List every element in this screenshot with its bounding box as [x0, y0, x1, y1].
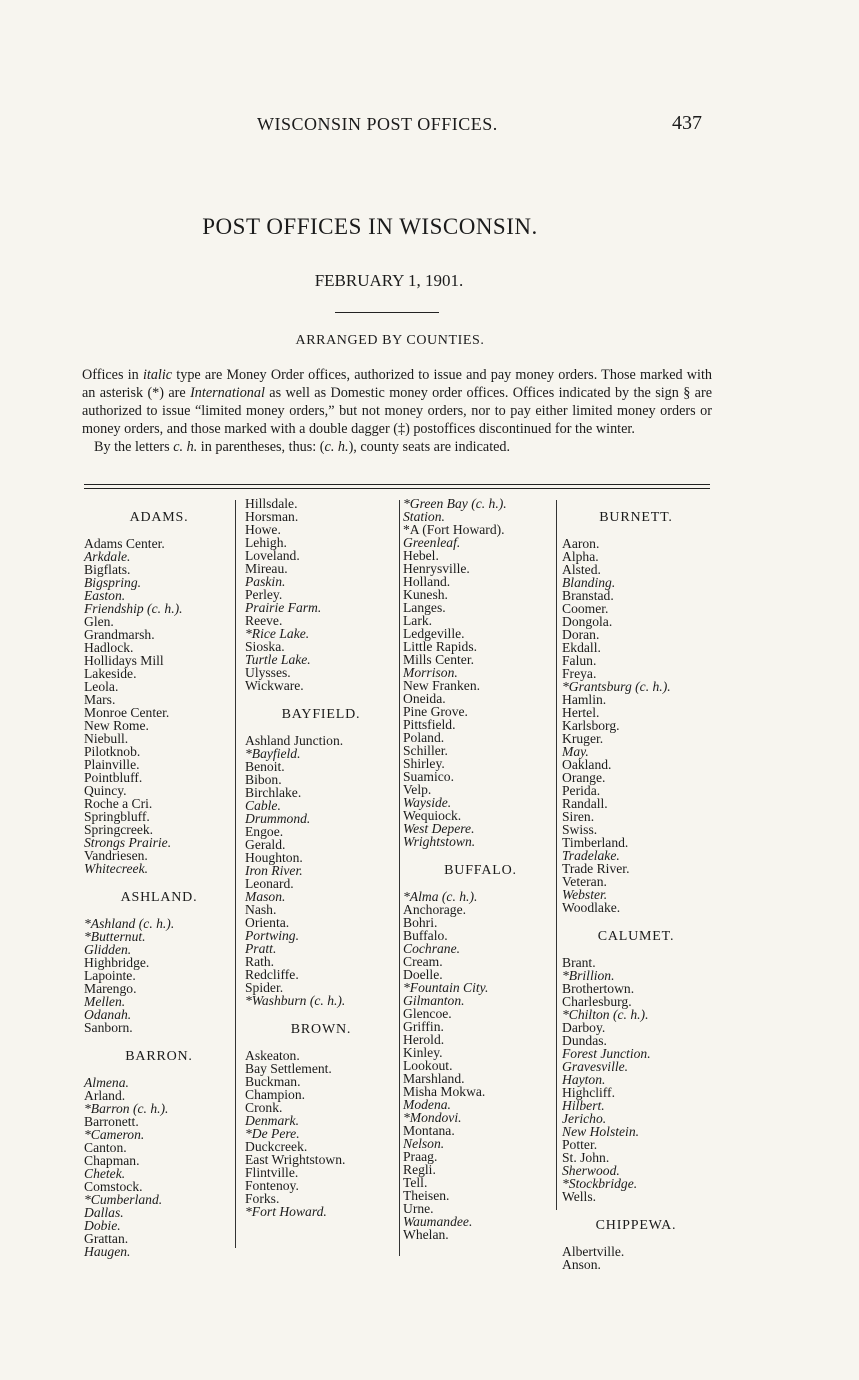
page-number: 437 — [672, 112, 702, 134]
post-office-entry: Perida. — [562, 783, 601, 798]
county-heading: BURNETT. — [599, 510, 673, 525]
post-office-entry: Springcreek. — [84, 822, 154, 837]
post-office-entry: Monroe Center. — [84, 705, 170, 720]
post-office-entry: *Stockbridge. — [562, 1176, 638, 1191]
post-office-entry: Siren. — [562, 809, 595, 824]
post-office-entry: Wells. — [562, 1189, 597, 1204]
post-office-entry: Falun. — [562, 653, 597, 668]
post-office-entry: Swiss. — [562, 822, 598, 837]
post-office-entry: Glen. — [84, 614, 114, 629]
post-office-column-4 — [562, 497, 710, 1271]
post-office-entry: Hollidays Mill — [84, 653, 164, 668]
post-office-entry: Gravesville. — [562, 1059, 629, 1074]
post-office-column-3 — [403, 497, 558, 1241]
post-office-column-1 — [84, 497, 234, 1258]
post-office-entry: Forest Junction. — [562, 1046, 651, 1061]
arranged-by-counties: ARRANGED BY COUNTIES. — [295, 333, 485, 348]
intro-text-segment: as well as Domestic money order offices. Offices indicated by the sign § are authorized to issue “limited money orders,” but not money orders, nor to pay either limited money orders or money orders, and those marked with a double dagger (‡) postoffices discontinued for the winter. — [82, 385, 713, 437]
post-office-entry: Hillsdale. — [245, 496, 298, 511]
post-office-entry: Forks. — [245, 1191, 280, 1206]
post-office-entry: Tradelake. — [562, 848, 620, 863]
post-office-entry: Urne. — [403, 1201, 434, 1216]
post-office-entry: West Depere. — [403, 821, 475, 836]
post-office-entry: Holland. — [403, 574, 451, 589]
post-office-entry: *Mondovi. — [403, 1110, 462, 1125]
post-office-entry: Alsted. — [562, 562, 601, 577]
intro-italic-word: italic — [142, 367, 173, 383]
post-office-entry: Blanding. — [562, 575, 616, 590]
post-office-entry: *Bayfield. — [245, 746, 301, 761]
post-office-entry: New Franken. — [403, 678, 481, 693]
date-line: FEBRUARY 1, 1901. — [314, 271, 464, 290]
post-office-entry: Hertel. — [562, 705, 600, 720]
post-office-entry: Benoit. — [245, 759, 285, 774]
post-office-entry: Paskin. — [245, 574, 286, 589]
post-office-entry: Sherwood. — [562, 1163, 620, 1178]
intro-text-segment: ), county seats are indicated. — [348, 439, 511, 455]
post-office-entry: Nelson. — [403, 1136, 445, 1151]
post-office-entry: Misha Mokwa. — [403, 1084, 486, 1099]
post-office-entry: Doelle. — [403, 967, 443, 982]
post-office-entry: Arkdale. — [84, 549, 131, 564]
post-office-entry: Bohri. — [403, 915, 438, 930]
post-office-entry: Wayside. — [403, 795, 452, 810]
post-office-entry: Theisen. — [403, 1188, 450, 1203]
post-office-entry: Schiller. — [403, 743, 448, 758]
post-office-entry: Doran. — [562, 627, 600, 642]
post-office-entry: Grattan. — [84, 1231, 129, 1246]
post-office-entry: Howe. — [245, 522, 281, 537]
post-office-entry: Comstock. — [84, 1179, 143, 1194]
post-office-entry: Langes. — [403, 600, 446, 615]
county-heading: BUFFALO. — [444, 863, 517, 878]
post-office-entry: Friendship (c. h.). — [84, 601, 183, 616]
post-office-entry: Whitecreek. — [84, 861, 149, 876]
intro-text-segment: in parentheses, thus: ( — [197, 439, 325, 455]
column-divider — [235, 500, 236, 1248]
post-office-entry: *Cumberland. — [84, 1192, 163, 1207]
post-office-entry: Highcliff. — [562, 1085, 615, 1100]
post-office-entry: *Cameron. — [84, 1127, 145, 1142]
post-office-entry: Almena. — [84, 1075, 129, 1090]
post-office-entry: Ulysses. — [245, 665, 291, 680]
post-office-entry: Herold. — [403, 1032, 445, 1047]
post-office-entry: Lapointe. — [84, 968, 136, 983]
post-office-entry: Poland. — [403, 730, 445, 745]
post-office-entry: *Fort Howard. — [245, 1204, 327, 1219]
post-office-entry: Lakeside. — [84, 666, 137, 681]
post-office-entry: Dobie. — [84, 1218, 121, 1233]
post-office-entry: Hayton. — [562, 1072, 606, 1087]
post-office-entry: *Ashland (c. h.). — [84, 916, 175, 931]
post-office-entry: Arland. — [84, 1088, 126, 1103]
post-office-entry: Lehigh. — [245, 535, 287, 550]
post-office-entry: Rath. — [245, 954, 275, 969]
post-office-entry: Orienta. — [245, 915, 290, 930]
post-office-entry: Cable. — [245, 798, 281, 813]
post-office-entry: Oneida. — [403, 691, 446, 706]
post-office-entry: Buffalo. — [403, 928, 448, 943]
post-office-entry: Mason. — [245, 889, 286, 904]
post-office-entry: Grandmarsh. — [84, 627, 155, 642]
post-office-entry: Sanborn. — [84, 1020, 133, 1035]
post-office-entry: St. John. — [562, 1150, 610, 1165]
county-heading: ADAMS. — [129, 510, 189, 525]
post-office-entry: Dallas. — [84, 1205, 124, 1220]
post-office-entry: Webster. — [562, 887, 608, 902]
post-office-entry: Barronett. — [84, 1114, 139, 1129]
post-office-entry: Glencoe. — [403, 1006, 452, 1021]
post-office-entry: Hadlock. — [84, 640, 134, 655]
post-office-entry: Haugen. — [84, 1244, 131, 1259]
post-office-entry: Ashland Junction. — [245, 733, 344, 748]
intro-international-word: International — [190, 385, 265, 401]
post-office-entry: Spider. — [245, 980, 284, 995]
post-office-entry: Potter. — [562, 1137, 598, 1152]
post-office-entry: Mellen. — [84, 994, 126, 1009]
post-office-entry: Charlesburg. — [562, 994, 632, 1009]
post-office-entry: Marshland. — [403, 1071, 465, 1086]
post-office-entry: Adams Center. — [84, 536, 165, 551]
post-office-entry: Kinley. — [403, 1045, 443, 1060]
post-office-entry: Veteran. — [562, 874, 607, 889]
intro-ch-abbrev: c. h. — [173, 439, 198, 455]
post-office-entry: Pilotknob. — [84, 744, 141, 759]
double-rule — [84, 484, 710, 489]
post-office-entry: Bibon. — [245, 772, 282, 787]
post-office-entry: Engoe. — [245, 824, 284, 839]
post-office-entry: *Brillion. — [562, 968, 615, 983]
page-title: POST OFFICES IN WISCONSIN. — [202, 214, 538, 239]
post-office-entry: Albertville. — [562, 1244, 625, 1259]
post-office-entry: Cochrane. — [403, 941, 461, 956]
post-office-entry: Niebull. — [84, 731, 129, 746]
post-office-entry: *Rice Lake. — [245, 626, 310, 641]
post-office-entry: *Chilton (c. h.). — [562, 1007, 649, 1022]
post-office-entry: Freya. — [562, 666, 597, 681]
post-office-entry: Oakland. — [562, 757, 612, 772]
post-office-entry: *De Pere. — [245, 1126, 300, 1141]
post-office-entry: Roche a Cri. — [84, 796, 153, 811]
post-office-entry: Quincy. — [84, 783, 127, 798]
post-office-entry: Kruger. — [562, 731, 604, 746]
post-office-entry: Jericho. — [562, 1111, 607, 1126]
post-office-entry: Odanah. — [84, 1007, 132, 1022]
post-office-entry: Pointbluff. — [84, 770, 143, 785]
running-title: WISCONSIN POST OFFICES. — [257, 114, 498, 134]
post-office-entry: Flintville. — [245, 1165, 299, 1180]
post-office-entry: Anchorage. — [403, 902, 467, 917]
post-office-entry: Marengo. — [84, 981, 137, 996]
post-office-entry: Little Rapids. — [403, 639, 478, 654]
county-heading: BROWN. — [290, 1022, 352, 1037]
post-office-entry: New Rome. — [84, 718, 149, 733]
intro-paragraph-2 — [82, 438, 712, 456]
post-office-entry: Waumandee. — [403, 1214, 473, 1229]
post-office-entry: *Fountain City. — [403, 980, 489, 995]
title-rule — [335, 312, 439, 313]
county-heading: BARRON. — [125, 1049, 193, 1064]
post-office-entry: Bigspring. — [84, 575, 142, 590]
post-office-entry: Prairie Farm. — [245, 600, 322, 615]
post-office-entry: Modena. — [403, 1097, 451, 1112]
post-office-entry: Gerald. — [245, 837, 286, 852]
post-office-entry: Loveland. — [245, 548, 300, 563]
post-office-entry: Drummond. — [245, 811, 311, 826]
post-office-entry: Mireau. — [245, 561, 288, 576]
post-office-entry: Griffin. — [403, 1019, 444, 1034]
post-office-entry: *Green Bay (c. h.). — [403, 496, 507, 511]
post-office-entry: Canton. — [84, 1140, 127, 1155]
post-office-entry: Houghton. — [245, 850, 303, 865]
post-office-entry: Buckman. — [245, 1074, 301, 1089]
post-office-entry: Anson. — [562, 1257, 601, 1272]
post-office-entry: Darboy. — [562, 1020, 606, 1035]
post-office-entry: Bay Settlement. — [245, 1061, 332, 1076]
post-office-entry: Randall. — [562, 796, 608, 811]
post-office-entry: Ledgeville. — [403, 626, 465, 641]
post-office-entry: Praag. — [403, 1149, 438, 1164]
post-office-entry: Alpha. — [562, 549, 599, 564]
post-office-entry: Aaron. — [562, 536, 600, 551]
post-office-entry: Ekdall. — [562, 640, 601, 655]
post-office-entry: Portwing. — [245, 928, 300, 943]
post-office-entry: Branstad. — [562, 588, 614, 603]
post-office-entry: Springbluff. — [84, 809, 150, 824]
post-office-entry: *Alma (c. h.). — [403, 889, 478, 904]
post-office-entry: Brant. — [562, 955, 596, 970]
post-office-entry: Birchlake. — [245, 785, 302, 800]
post-office-entry: Hilbert. — [562, 1098, 605, 1113]
post-office-entry: Whelan. — [403, 1227, 449, 1242]
post-office-entry: *Washburn (c. h.). — [245, 993, 346, 1008]
post-office-entry: Tell. — [403, 1175, 428, 1190]
post-office-entry: Strongs Prairie. — [84, 835, 172, 850]
post-office-entry: Wickware. — [245, 678, 304, 693]
post-office-entry: Karlsborg. — [562, 718, 620, 733]
county-heading: ASHLAND. — [120, 890, 198, 905]
post-office-entry: *Barron (c. h.). — [84, 1101, 169, 1116]
post-office-entry: Hebel. — [403, 548, 439, 563]
post-office-entry: Wrightstown. — [403, 834, 476, 849]
post-office-entry: Easton. — [84, 588, 126, 603]
post-office-entry: Montana. — [403, 1123, 455, 1138]
post-office-entry: Greenleaf. — [403, 535, 461, 550]
intro-text-segment: Offices in — [82, 367, 143, 383]
post-office-entry: Mills Center. — [403, 652, 474, 667]
post-office-entry: Orange. — [562, 770, 606, 785]
post-office-entry: Woodlake. — [562, 900, 621, 915]
post-office-entry: Redcliffe. — [245, 967, 299, 982]
post-office-entry: May. — [562, 744, 589, 759]
post-office-entry: Shirley. — [403, 756, 445, 771]
intro-text-segment: type are Money Order offices, authorized to issue and pay money orders. Those marked with an asterisk (*) are — [82, 367, 713, 401]
post-office-entry: Pittsfield. — [403, 717, 456, 732]
post-office-entry: Sioska. — [245, 639, 285, 654]
column-divider — [399, 500, 400, 1256]
post-office-entry: Iron River. — [245, 863, 303, 878]
post-office-entry: Chapman. — [84, 1153, 140, 1168]
post-office-entry: Reeve. — [245, 613, 283, 628]
post-office-entry: Leola. — [84, 679, 119, 694]
post-office-entry: Nash. — [245, 902, 277, 917]
post-office-entry: Coomer. — [562, 601, 609, 616]
post-office-entry: Highbridge. — [84, 955, 150, 970]
county-heading: CALUMET. — [597, 929, 675, 944]
post-office-entry: Pine Grove. — [403, 704, 468, 719]
post-office-entry: Chetek. — [84, 1166, 126, 1181]
post-office-entry: Morrison. — [403, 665, 458, 680]
post-office-entry: Duckcreek. — [245, 1139, 308, 1154]
post-office-column-2 — [245, 497, 397, 1218]
post-office-entry: Fontenoy. — [245, 1178, 299, 1193]
post-office-entry: Bigflats. — [84, 562, 131, 577]
post-office-entry: *A (Fort Howard). — [403, 522, 505, 537]
post-office-entry: Mars. — [84, 692, 116, 707]
post-office-entry: Vandriesen. — [84, 848, 148, 863]
post-office-entry: Timberland. — [562, 835, 629, 850]
post-office-entry: Regli. — [403, 1162, 436, 1177]
post-office-entry: Wequiock. — [403, 808, 462, 823]
post-office-entry: Kunesh. — [403, 587, 448, 602]
post-office-entry: Plainville. — [84, 757, 140, 772]
intro-text-segment: By the letters — [94, 439, 174, 455]
post-office-entry: New Holstein. — [562, 1124, 640, 1139]
running-head — [0, 114, 859, 138]
post-office-entry: Askeaton. — [245, 1048, 300, 1063]
post-office-entry: Cronk. — [245, 1100, 283, 1115]
post-office-entry: Suamico. — [403, 769, 454, 784]
post-office-entry: Horsman. — [245, 509, 299, 524]
post-office-entry: *Grantsburg (c. h.). — [562, 679, 671, 694]
post-office-entry: Hamlin. — [562, 692, 607, 707]
intro-text — [82, 366, 712, 456]
county-heading: BAYFIELD. — [281, 707, 361, 722]
county-heading: CHIPPEWA. — [595, 1218, 677, 1233]
post-office-entry: Henrysville. — [403, 561, 470, 576]
post-office-entry: Lookout. — [403, 1058, 453, 1073]
post-office-entry: Dongola. — [562, 614, 613, 629]
post-office-entry: East Wrightstown. — [245, 1152, 346, 1167]
post-office-entry: Trade River. — [562, 861, 630, 876]
post-office-entry: Cream. — [403, 954, 443, 969]
post-office-entry: Velp. — [403, 782, 432, 797]
post-office-entry: Glidden. — [84, 942, 132, 957]
post-office-entry: Turtle Lake. — [245, 652, 311, 667]
post-office-entry: Denmark. — [245, 1113, 299, 1128]
post-office-entry: *Butternut. — [84, 929, 146, 944]
post-office-entry: Station. — [403, 509, 445, 524]
post-office-entry: Dundas. — [562, 1033, 607, 1048]
post-office-entry: Gilmanton. — [403, 993, 465, 1008]
post-office-entry: Champion. — [245, 1087, 306, 1102]
post-office-entry: Lark. — [403, 613, 433, 628]
intro-paragraph-1 — [82, 366, 712, 438]
post-office-entry: Leonard. — [245, 876, 294, 891]
post-office-entry: Pratt. — [245, 941, 277, 956]
post-office-entry: Brothertown. — [562, 981, 635, 996]
intro-ch-abbrev: c. h. — [324, 439, 349, 455]
post-office-entry: Perley. — [245, 587, 283, 602]
